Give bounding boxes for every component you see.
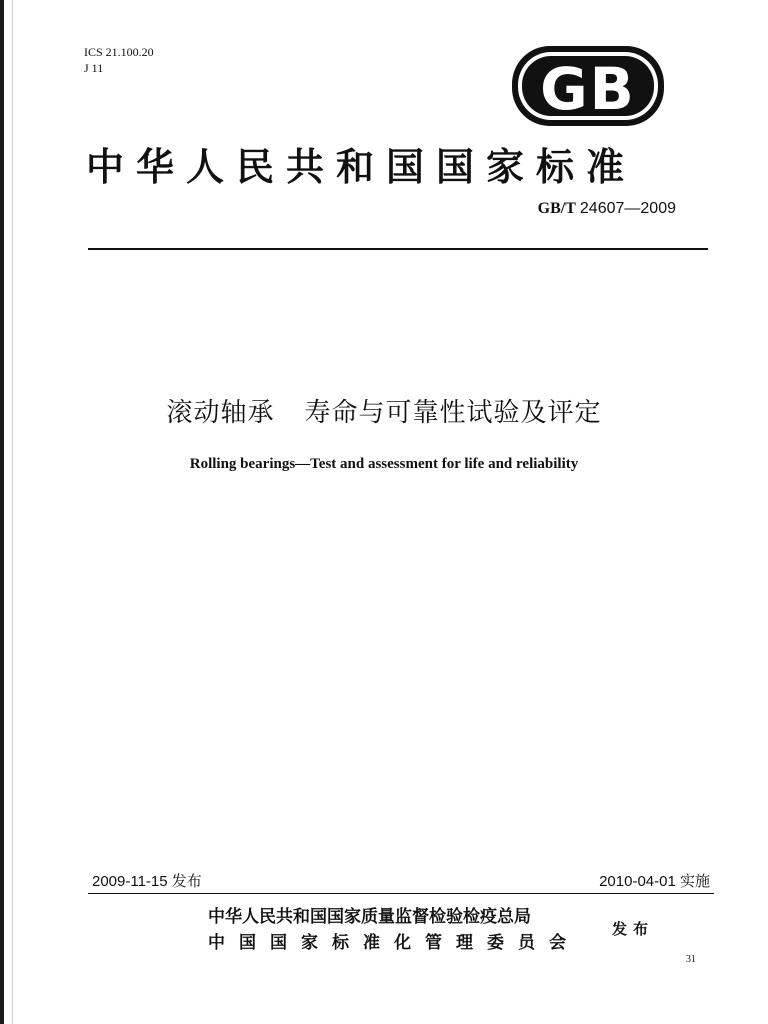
publish-label: 发布: [612, 920, 655, 938]
publishers-block: [208, 904, 580, 956]
scan-binding-line: [12, 0, 13, 1024]
document-title-cn-part2: 寿命与可靠性试验及评定: [304, 398, 602, 428]
svg-text:GB: GB: [540, 55, 636, 123]
publisher-line-1: 中华人民共和国国家质量监督检验检疫总局: [208, 907, 531, 927]
classification-block: [84, 44, 154, 76]
document-title-cn: [0, 392, 768, 429]
scan-binding-edge: [0, 0, 4, 1024]
footer-divider: [88, 893, 714, 894]
document-title-cn-part1: 滚动轴承: [166, 398, 275, 428]
header-divider: [88, 248, 708, 250]
publisher-line-2: 中国国家标准化管理委员会: [208, 933, 580, 953]
issue-date: 2009-11-15 发布: [92, 873, 202, 890]
ics-code: ICS 21.100.20: [84, 45, 154, 59]
page-number: 31: [686, 954, 696, 965]
document-title-en: Rolling bearings—Test and assessment for life and reliability: [189, 456, 579, 472]
standard-number-value: 24607—2009: [579, 200, 676, 217]
gb-logo-icon: [512, 46, 664, 126]
class-code: J 11: [84, 61, 104, 75]
implement-date: 2010-04-01 实施: [599, 873, 710, 890]
standard-number-prefix: GB/T: [537, 200, 576, 217]
national-standard-title: 中华人民共和国国家标准: [86, 145, 637, 189]
standard-number: [538, 200, 676, 218]
